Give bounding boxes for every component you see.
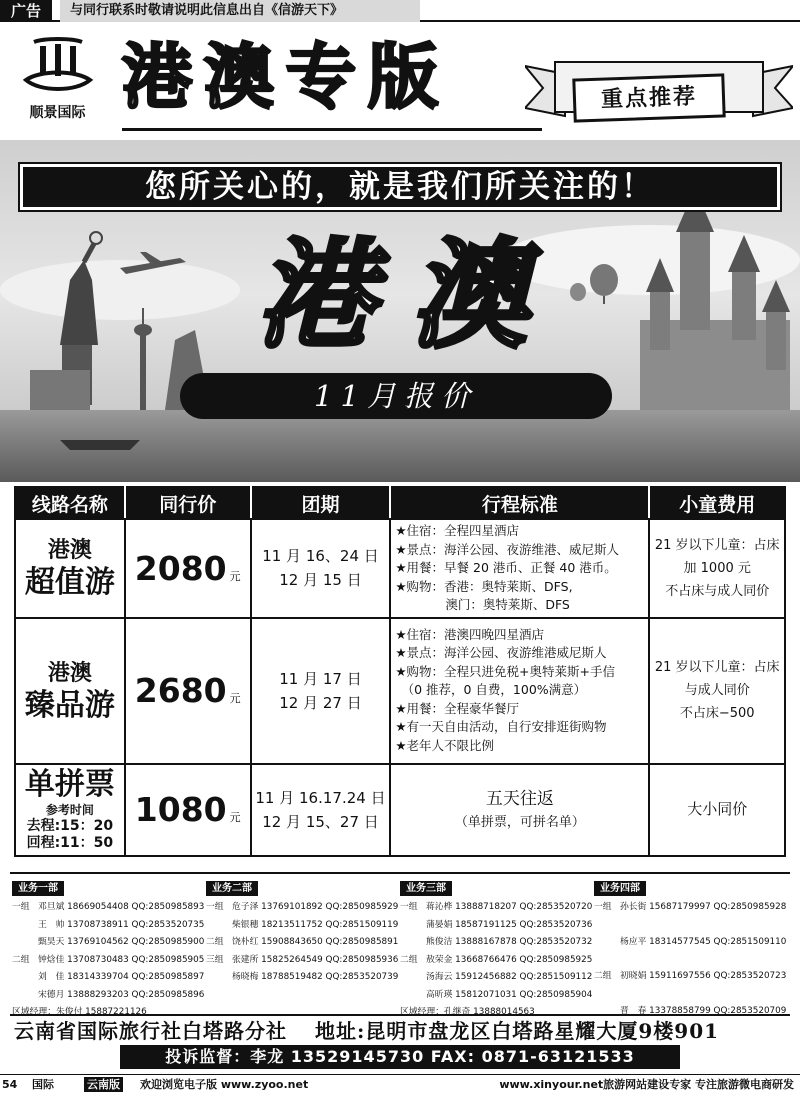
itinerary-item: ★购物：香港：奥特莱斯、DFS, (395, 578, 573, 594)
child-fee-line: 不占床与成人同价 (665, 583, 770, 599)
group-label: 二组 (400, 954, 418, 965)
group-label: 二组 (12, 954, 30, 965)
sales-contacts (10, 872, 790, 1016)
contact-text: 邓旦斌 18669054408 QQ:2850985893 (38, 902, 205, 912)
header-route-name: 线路名称 (15, 487, 125, 519)
route-name-line2: 臻品游 (24, 687, 115, 723)
child-fee-line: 21 岁以下儿童：占床 (654, 660, 780, 675)
contact-line (400, 952, 592, 970)
page-title: 港澳专版 (122, 35, 450, 118)
agency-address: 地址:昆明市盘龙区白塔路星耀大厦9楼901 (315, 1019, 720, 1043)
contact-text: 晋 春 13378858799 QQ:2853520709 (620, 1005, 787, 1016)
contact-line (594, 899, 788, 917)
hero-banner (0, 140, 800, 482)
route-name-line1: 港澳 (47, 537, 92, 564)
itinerary-item: 五天往返 (485, 788, 554, 809)
itinerary-item: ★用餐：全程豪华餐厅 (395, 700, 520, 716)
hongkong-macau-title: 港澳 (255, 225, 564, 364)
contact-line (206, 934, 398, 952)
departure-dates (251, 764, 391, 856)
itinerary-item: ★景点：海洋公园、夜游维港威尼斯人 (395, 645, 607, 661)
child-fee-line: 大小同价 (687, 800, 748, 818)
slogan-banner: 您所关心的，就是我们所关注的！ (20, 164, 780, 210)
return-time: 回程:11：50 (26, 835, 114, 851)
header-child-fee: 小童费用 (649, 487, 785, 519)
contact-text: 饶朴红 15908843650 QQ:2850985891 (232, 937, 399, 947)
section-label: 国际 (32, 1078, 54, 1091)
reference-time-label: 参考时间 (45, 803, 94, 817)
table-row (15, 618, 785, 764)
group-label: 三组 (206, 954, 224, 965)
departure-dates (251, 618, 391, 764)
source-notice: 与同行联系时敬请说明此信息出自《信游天下》 (60, 0, 420, 22)
contact-text: 张建所 15825264549 QQ:2850985936 (232, 954, 399, 965)
contact-text: 蒋沁桦 13888718207 QQ:2853520720 (426, 902, 593, 912)
contact-text: 初晓娟 15911697556 QQ:2853520723 (620, 971, 787, 981)
edition-badge: 云南版 (84, 1077, 123, 1092)
group-label: 二组 (594, 971, 612, 981)
contacts-dept4 (594, 880, 788, 1016)
price (125, 519, 251, 618)
itinerary-item: ★用餐：早餐 20 港币、正餐 40 港币。 (395, 560, 617, 575)
contact-line (206, 899, 398, 917)
featured-badge: 重点推荐 (572, 73, 725, 122)
child-fee (649, 519, 785, 618)
logo-name: 顺景国际 (29, 105, 86, 121)
contact-text: 区域经理：孔继奇 13888014563 (400, 1007, 535, 1017)
contacts-dept1 (12, 880, 204, 1016)
contact-text: 王 帅 13708738911 QQ:2853520735 (38, 919, 205, 930)
contact-text: 蒲晏娟 18587191125 QQ:2853520736 (426, 919, 593, 930)
dept-title: 业务四部 (594, 881, 646, 896)
contact-line (206, 952, 398, 970)
route-name (15, 618, 125, 764)
table-row (15, 519, 785, 618)
company-logo (10, 36, 105, 128)
header (0, 26, 800, 134)
itinerary (390, 519, 649, 618)
date-line: 11 月 16.17.24 日 (255, 788, 386, 807)
contact-text: 宋德月 13888293203 QQ:2850985896 (38, 989, 205, 1000)
contact-text: 杨应平 18314577545 QQ:2851509110 (620, 936, 787, 947)
ad-label: 广告 (0, 0, 52, 22)
contact-text: 熊俊洁 13888167878 QQ:2853520732 (426, 937, 593, 947)
itinerary-item: 澳门：奥特莱斯、DFS (395, 597, 570, 612)
contact-text: 汤海云 15912456882 QQ:2851509112 (426, 972, 593, 982)
footer-website-right: www.xinyour.net旅游网站建设专家 专注旅游微电商研发 (499, 1078, 794, 1091)
page-number: 54 (2, 1078, 18, 1091)
contact-text: 杨晓梅 18788519482 QQ:2853520739 (232, 972, 399, 982)
departure-dates (251, 519, 391, 618)
route-name-line2: 超值游 (24, 565, 115, 601)
child-fee-line: 21 岁以下儿童：占床 (654, 537, 780, 553)
child-fee-line: 不占床−500 (679, 706, 755, 721)
child-fee-line: 加 1000 元 (683, 560, 751, 576)
group-label: 二组 (206, 937, 224, 947)
contact-line (400, 987, 592, 1005)
top-bar (0, 0, 800, 22)
complaint-hotline: 投诉监督：李龙 13529145730 FAX: 0871-63121533 (120, 1045, 680, 1069)
contact-text: 刘 佳 18314339704 QQ:2850985897 (38, 972, 205, 982)
contact-line (400, 969, 592, 987)
price-value: 1080 (134, 790, 227, 829)
table-header-row (15, 487, 785, 519)
itinerary-item: （0 推荐，0 自费，100%满意） (395, 682, 587, 698)
page-footer (0, 1074, 800, 1093)
header-peer-price: 同行价 (125, 487, 251, 519)
child-fee-line: 与成人同价 (684, 683, 750, 698)
shunjing-logo-icon (22, 36, 94, 96)
contact-line (400, 899, 592, 917)
contact-text: 钟焓佳 13708730483 QQ:2850985905 (38, 954, 205, 965)
contact-text: 柴银穗 18213511752 QQ:2851509119 (232, 919, 399, 930)
header-itinerary: 行程标准 (390, 487, 649, 519)
footer-website-left: 欢迎浏览电子版 www.zyoo.net (140, 1078, 309, 1091)
header-departure-dates: 团期 (251, 487, 391, 519)
date-line: 12 月 15、27 日 (262, 812, 379, 831)
contacts-dept2 (206, 880, 398, 1016)
itinerary-item: ★住宿：港澳四晚四星酒店 (395, 626, 545, 642)
price (125, 618, 251, 764)
contact-text: 孙长街 15687179997 QQ:2850985928 (620, 902, 787, 912)
itinerary (390, 764, 649, 856)
itinerary-item: ★有一天自由活动，自行安排逛街购物 (395, 719, 607, 735)
contact-line (12, 952, 204, 970)
group-label: 一组 (400, 902, 418, 912)
price-value: 2080 (134, 548, 227, 588)
date-line: 12 月 27 日 (279, 693, 362, 712)
contact-line (206, 917, 398, 935)
child-fee (649, 618, 785, 764)
agency-name: 云南省国际旅行社白塔路分社 (14, 1019, 287, 1043)
route-name (15, 764, 125, 856)
contact-line (400, 934, 592, 952)
route-name-line1: 港澳 (47, 659, 92, 686)
contact-line (12, 987, 204, 1005)
price-unit: 元 (229, 692, 241, 705)
contact-text: 危子泽 13769101892 QQ:2850985929 (232, 902, 399, 912)
contact-line (400, 917, 592, 935)
contact-text: 区域经理：朱俊付 15887221126 (12, 1007, 147, 1017)
itinerary-item: （单拼票，可拼名单） (454, 814, 585, 830)
group-label: 一组 (12, 902, 30, 912)
dept-title: 业务二部 (206, 881, 258, 896)
itinerary-item: ★购物：全程只进免税+奥特莱斯+手信 (395, 663, 615, 679)
contact-text: 高昕瑛 15812071031 QQ:2850985904 (426, 989, 593, 1000)
price-value: 2680 (134, 671, 227, 710)
group-label: 一组 (206, 902, 224, 912)
date-line: 11 月 17 日 (279, 669, 362, 688)
group-label: 一组 (594, 902, 612, 912)
contacts-dept3 (400, 880, 592, 1016)
itinerary-item: ★景点：海洋公园、夜游维港、威尼斯人 (395, 541, 620, 557)
contact-line (594, 968, 788, 986)
child-fee (649, 764, 785, 856)
itinerary-item: ★住宿：全程四星酒店 (395, 523, 520, 538)
month-quote-label: 11月报价 (180, 373, 612, 419)
price-unit: 元 (229, 811, 241, 824)
title-underline (122, 128, 542, 131)
contact-line (12, 934, 204, 952)
price (125, 764, 251, 856)
contact-line (12, 899, 204, 917)
dept-title: 业务一部 (12, 881, 64, 896)
date-line: 12 月 15 日 (279, 571, 362, 590)
price-table (14, 486, 786, 857)
price-unit: 元 (229, 569, 241, 583)
itinerary (390, 618, 649, 764)
outbound-time: 去程:15：20 (26, 818, 114, 834)
contact-line (12, 917, 204, 935)
contact-text: 甄昊天 13769104562 QQ:2850985900 (38, 937, 205, 947)
agency-info (14, 1018, 786, 1044)
contact-line (206, 969, 398, 987)
dept-title: 业务三部 (400, 881, 452, 896)
route-name (15, 519, 125, 618)
contact-line (12, 969, 204, 987)
route-name-line1: 单拼票 (24, 767, 115, 802)
contact-line (594, 934, 788, 952)
date-line: 11 月 16、24 日 (262, 547, 379, 566)
itinerary-item: ★老年人不限比例 (395, 737, 495, 753)
contact-text: 敖荣金 13668766476 QQ:2850985925 (426, 954, 593, 965)
table-row (15, 764, 785, 856)
